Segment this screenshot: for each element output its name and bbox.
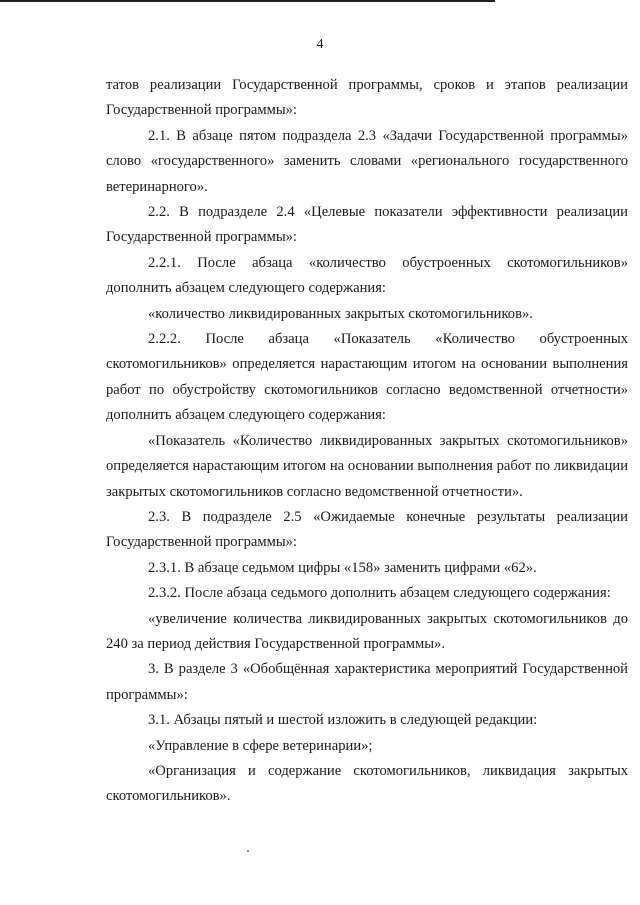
paragraph-3: 3. В разделе 3 «Обобщённая характеристика мероприятий Государственной программы»: [106, 661, 628, 703]
paragraph-quote-5: «Организация и содержание скотомогильников, ликвидация закрытых скотомогильников». [106, 762, 628, 805]
paragraph-quote-1: «количество ликвидированных закрытых скотомогильников». [148, 305, 533, 322]
page-number: 4 [316, 37, 324, 52]
paragraph-quote-3: «увеличение количества ликвидированных закрытых скотомогильников до 240 за период действия Государственной программы». [106, 610, 628, 652]
paragraph-2-3-2: 2.3.2. После абзаца седьмого дополнить абзацем следующего содержания: [148, 585, 611, 602]
scan-speck [247, 850, 249, 852]
paragraph-continuation: татов реализации Государственной программы, сроков и этапов реализации Государственной программы»: [106, 77, 628, 119]
top-rule [0, 0, 495, 2]
paragraph-2-2: 2.2. В подразделе 2.4 «Целевые показатели эффективности реализации Государственной программы»: [106, 204, 628, 246]
paragraph-2-3: 2.3. В подразделе 2.5 «Ожидаемые конечные результаты реализации Государственной программы»: [106, 508, 628, 551]
paragraph-2-1: 2.1. В абзаце пятом подраздела 2.3 «Задачи Государственной программы» слово «государственного» заменить словами «регионального государственного ветеринарного». [106, 127, 628, 195]
paragraph-2-2-2: 2.2.2. После абзаца «Показатель «Количество обустроенных скотомогильников» определяется нарастающим итогом на основании выполнения работ по обустройству скотомогильников согласно ведомственной отчетности» дополнить абзацем следующего содержания: [106, 331, 628, 424]
document-body [106, 73, 628, 810]
paragraph-quote-4: «Управление в сфере ветеринарии»; [148, 737, 373, 754]
paragraph-3-1: 3.1. Абзацы пятый и шестой изложить в следующей редакции: [148, 712, 538, 729]
paragraph-quote-2: «Показатель «Количество ликвидированных закрытых скотомогильников» определяется нарастающим итогом на основании выполнения работ по ликвидации закрытых скотомогильников согласно ведомственной отчетности». [106, 432, 628, 500]
paragraph-2-3-1: 2.3.1. В абзаце седьмом цифры «158» заменить цифрами «62». [148, 559, 537, 576]
paragraph-2-2-1: 2.2.1. После абзаца «количество обустроенных скотомогильников» дополнить абзацем следующего содержания: [106, 254, 628, 297]
